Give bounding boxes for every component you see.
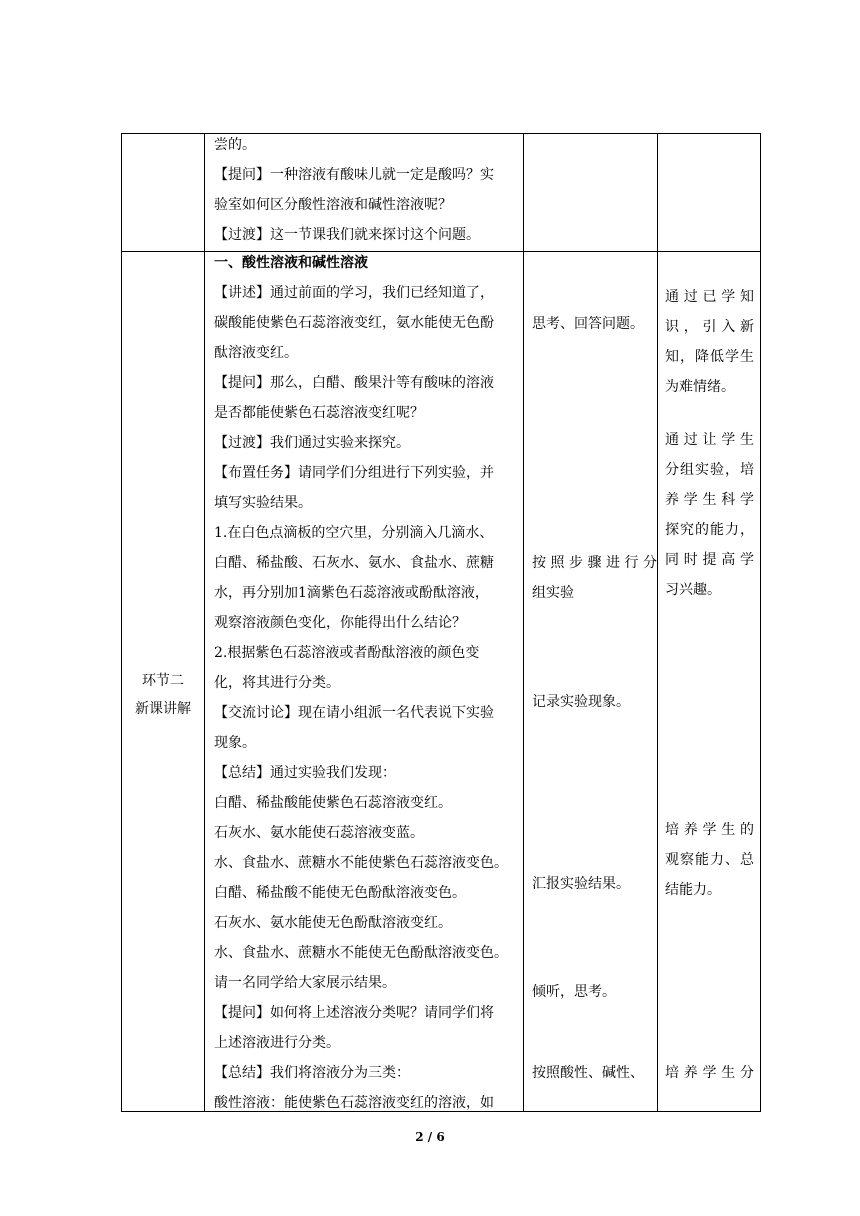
- text-line: 水、食盐水、蔗糖水不能使无色酚酞溶液变色。: [214, 945, 508, 961]
- text-line: 组实验: [532, 585, 574, 601]
- text-line: 【讲述】通过前面的学习，我们已经知道了，: [214, 285, 494, 301]
- text-line: 白醋、稀盐酸不能使无色酚酞溶液变色。: [214, 885, 466, 901]
- text-line: 养学生科学: [665, 492, 754, 508]
- text-line: 填写实验结果。: [214, 495, 312, 511]
- text-line: 培养学生分: [665, 1065, 754, 1081]
- text-line: 石灰水、氨水能使石蕊溶液变蓝。: [214, 825, 424, 841]
- stage-cell: [122, 252, 205, 1112]
- text-line: 水，再分别加1滴紫色石蕊溶液或酚酞溶液，: [214, 585, 489, 601]
- text-line: 培养学生的: [665, 822, 754, 838]
- text-line: 请一名同学给大家展示结果。: [214, 975, 396, 991]
- text-line: 碳酸能使紫色石蕊溶液变红，氨水能使无色酚: [214, 315, 494, 331]
- text-line: 是否都能使紫色石蕊溶液变红呢？: [214, 405, 424, 421]
- text-line: 分组实验，培: [665, 462, 754, 478]
- text-line: 现象。: [214, 735, 256, 751]
- text-line: 尝的。: [214, 137, 256, 153]
- text-line: 观察能力、总: [665, 852, 754, 868]
- text-line: 1.在白色点滴板的空穴里，分别滴入几滴水、: [214, 525, 494, 541]
- section-heading: 一、酸性溶液和碱性溶液: [214, 255, 368, 271]
- text-line: 石灰水、氨水能使无色酚酞溶液变红。: [214, 915, 452, 931]
- text-line: 化，将其进行分类。: [214, 675, 340, 691]
- text-line: 水、食盐水、蔗糖水不能使紫色石蕊溶液变色。: [214, 855, 508, 871]
- design-intent-cell: [658, 134, 761, 252]
- text-line: 探究的能力，: [665, 522, 754, 538]
- text-line: 【提问】一种溶液有酸味儿就一定是酸吗？实: [214, 167, 494, 183]
- table-row: [122, 252, 761, 1112]
- page-number: 2 / 6: [415, 1130, 445, 1144]
- text-line: 倾听，思考。: [532, 984, 616, 1000]
- stage-label: 环节二: [142, 673, 184, 689]
- text-line: 通过已学知: [665, 289, 754, 305]
- text-line: 汇报实验结果。: [532, 876, 630, 892]
- teacher-activity-cell: [205, 134, 524, 252]
- text-line: 【总结】我们将溶液分为三类：: [214, 1065, 410, 1081]
- text-line: 酞溶液变红。: [214, 345, 298, 361]
- text-line: 观察溶液颜色变化，你能得出什么结论？: [214, 615, 466, 631]
- text-line: 记录实验现象。: [532, 694, 630, 710]
- text-line: 按照步骤进行分: [532, 555, 657, 571]
- text-line: 【布置任务】请同学们分组进行下列实验，并: [214, 465, 494, 481]
- text-line: 白醋、稀盐酸、石灰水、氨水、食盐水、蔗糖: [214, 555, 494, 571]
- text-line: 同时提高学: [665, 552, 754, 568]
- text-line: 习兴趣。: [665, 582, 721, 598]
- text-line: 【过渡】我们通过实验来探究。: [214, 435, 410, 451]
- text-line: 按照酸性、碱性、: [532, 1065, 644, 1081]
- text-line: 思考、回答问题。: [532, 316, 644, 332]
- text-line: 结能力。: [665, 882, 721, 898]
- text-line: 【提问】如何将上述溶液分类呢？请同学们将: [214, 1005, 494, 1021]
- text-line: 验室如何区分酸性溶液和碱性溶液呢？: [214, 197, 452, 213]
- lesson-plan-table: [121, 133, 761, 1112]
- text-line: 为难情绪。: [665, 379, 735, 395]
- stage-label: 新课讲解: [135, 701, 191, 717]
- student-activity-cell: [524, 252, 658, 1112]
- text-line: 【总结】通过实验我们发现：: [214, 765, 396, 781]
- text-line: 知，降低学生: [665, 349, 754, 365]
- text-line: 【提问】那么，白醋、酸果汁等有酸味的溶液: [214, 375, 494, 391]
- text-line: 【过渡】这一节课我们就来探讨这个问题。: [214, 227, 480, 243]
- text-line: 通过让学生: [665, 432, 754, 448]
- design-intent-cell: [658, 252, 761, 1112]
- table-row: [122, 134, 761, 252]
- text-line: 识，引入新: [665, 319, 754, 335]
- text-line: 酸性溶液：能使紫色石蕊溶液变红的溶液，如: [214, 1095, 494, 1111]
- text-line: 2.根据紫色石蕊溶液或者酚酞溶液的颜色变: [214, 645, 480, 661]
- text-line: 【交流讨论】现在请小组派一名代表说下实验: [214, 705, 494, 721]
- text-line: 上述溶液进行分类。: [214, 1035, 340, 1051]
- student-activity-cell: [524, 134, 658, 252]
- stage-cell: [122, 134, 205, 252]
- text-line: 白醋、稀盐酸能使紫色石蕊溶液变红。: [214, 795, 452, 811]
- teacher-activity-cell: [205, 252, 524, 1112]
